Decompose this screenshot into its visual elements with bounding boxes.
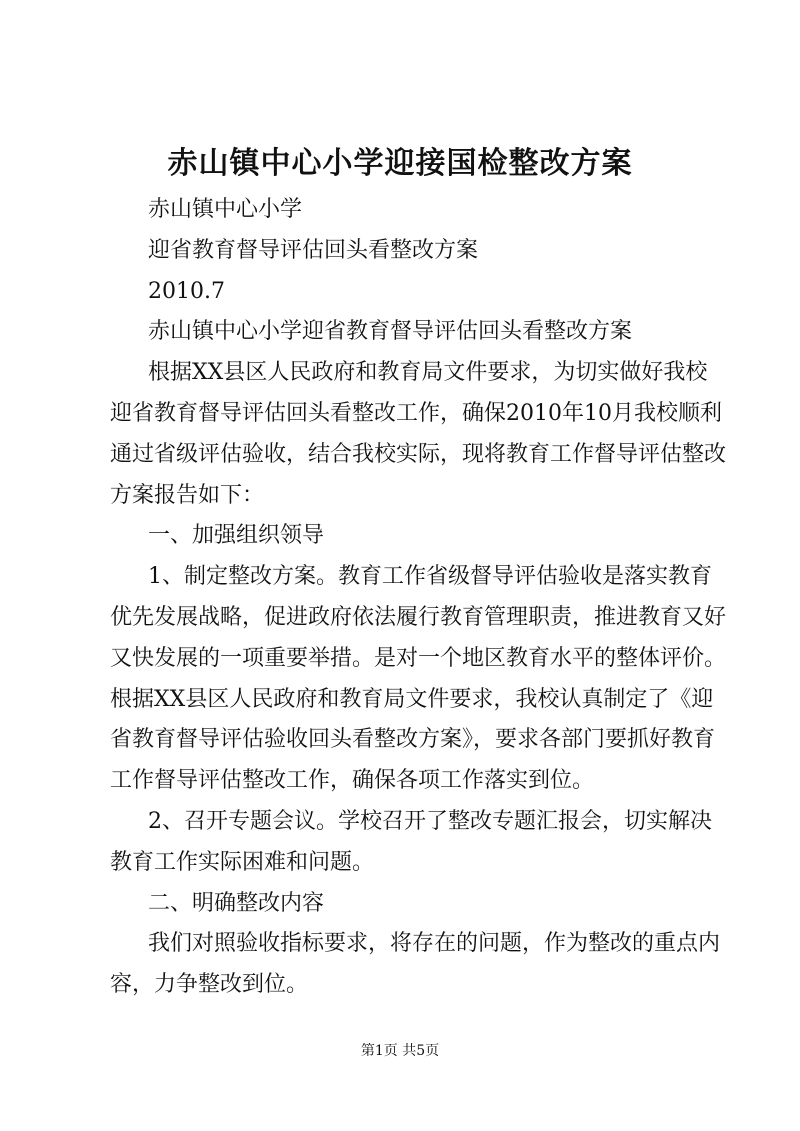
text-line: 一、加强组织领导 [148, 523, 325, 549]
text-line: 迎省教育督导评估回头看整改工作，确保2010年10月我校顺利 [110, 400, 722, 426]
page-footer: 第1页 共5页 [360, 1043, 440, 1059]
text-line: 2010.7 [148, 278, 225, 304]
text-line: 容，力争整改到位。 [110, 972, 309, 998]
text-line: 省教育督导评估验收回头看整改方案》，要求各部门要抓好教育 [110, 727, 716, 753]
text-line: 赤山镇中心小学 [148, 197, 303, 222]
text-line: 二、明确整改内容 [148, 890, 325, 916]
document-title: 赤山镇中心小学迎接国检整改方案 [167, 146, 633, 181]
text-line: 1、制定整改方案。教育工作省级督导评估验收是落实教育 [148, 564, 712, 590]
text-line: 工作督导评估整改工作，确保各项工作落实到位。 [110, 768, 595, 794]
text-line: 根据XX县区人民政府和教育局文件要求，为切实做好我校 [148, 360, 708, 386]
document-body [110, 190, 727, 1006]
text-line: 教育工作实际困难和问题。 [110, 849, 375, 875]
text-line: 2、召开专题会议。学校召开了整改专题汇报会，切实解决 [148, 808, 712, 834]
text-line: 根据XX县区人民政府和教育局文件要求，我校认真制定了《迎 [110, 686, 714, 712]
text-line: 我们对照验收指标要求，将存在的问题，作为整改的重点内 [148, 931, 721, 957]
text-line: 通过省级评估验收，结合我校实际，现将教育工作督导评估整改 [110, 441, 727, 467]
text-line: 又快发展的一项重要举措。是对一个地区教育水平的整体评价。 [110, 645, 727, 671]
text-line: 迎省教育督导评估回头看整改方案 [148, 237, 479, 263]
text-line: 方案报告如下： [110, 482, 265, 508]
text-line: 赤山镇中心小学迎省教育督导评估回头看整改方案 [148, 319, 633, 345]
text-line: 优先发展战略，促进政府依法履行教育管理职责，推进教育又好 [110, 604, 727, 630]
